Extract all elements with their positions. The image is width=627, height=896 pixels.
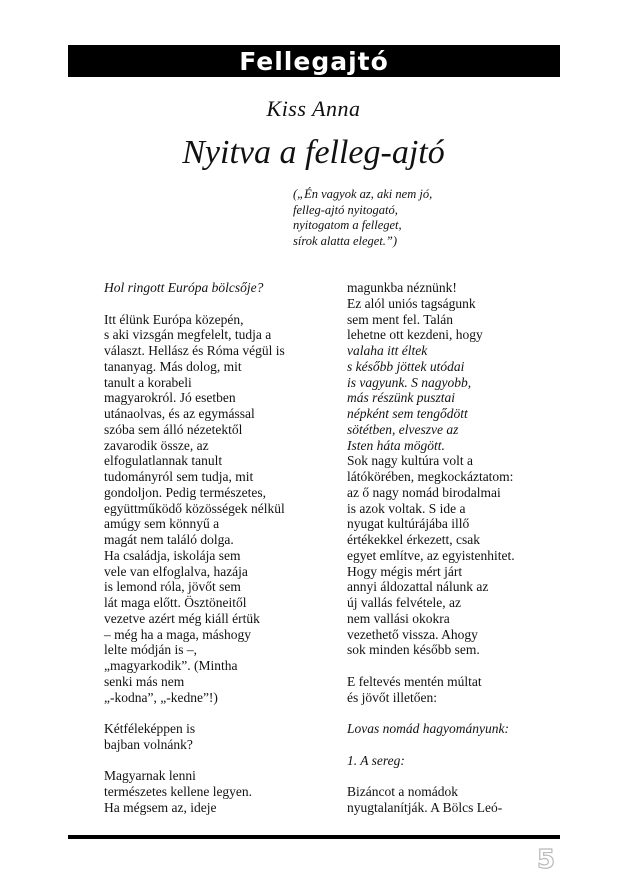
text-line: magunkba néznünk!: [347, 280, 457, 295]
text-line: látókörében, megkockáztatom:: [347, 469, 514, 484]
left-text-column: [104, 280, 324, 816]
text-line: Ha mégsem az, ideje: [104, 799, 217, 815]
text-line: gondoljon. Pedig természetes,: [104, 484, 266, 500]
text-line: tanult a korabeli: [104, 374, 192, 390]
text-line: is lemond róla, jövőt sem: [104, 579, 241, 595]
text-line: Kétféleképpen is: [104, 721, 196, 736]
text-line: Itt élünk Európa közepén,: [104, 311, 244, 327]
text-line: „-kodna”, „-kedne”!): [104, 689, 218, 705]
text-line: szóba sem álló nézetektől: [104, 421, 243, 437]
text-line: vezethető vissza. Ahogy: [347, 626, 478, 642]
text-line: zavarodik össze, az: [104, 437, 209, 453]
text-line: nem vallási okokra: [347, 610, 450, 626]
text-line: „magyarkodik”. (Mintha: [104, 658, 238, 673]
text-line: lehetne ott kezdeni, hogy: [347, 327, 483, 343]
text-line: más részünk pusztai: [347, 390, 456, 406]
text-line: Hogy mégis mért járt: [347, 563, 463, 579]
text-line: és jövőt illetően:: [347, 689, 437, 705]
text-line: nyugat kultúrájába illő: [347, 516, 470, 532]
text-line: természetes kellene legyen.: [104, 784, 253, 799]
text-line: Sok nagy kultúra volt a: [347, 453, 473, 469]
right-text-column: [347, 280, 567, 816]
text-line: értékekkel érkezett, csak: [347, 532, 481, 547]
text-line: vele van elfoglalva, hazája: [104, 563, 248, 579]
paragraph-gap: [104, 705, 324, 721]
text-line: bajban volnánk?: [104, 736, 193, 752]
text-line: senki más nem: [104, 673, 185, 689]
motto-line: felleg-ajtó nyitogató,: [293, 202, 398, 217]
motto: [293, 187, 432, 249]
motto-line: nyitogatom a felleget,: [293, 218, 402, 232]
text-line: valaha itt éltek: [347, 343, 428, 358]
paragraph-gap: [347, 705, 567, 721]
text-line: is vagyunk. S nagyobb,: [347, 374, 472, 390]
text-line: népként sem tengődött: [347, 406, 468, 421]
text-line: együttműködő közösségek nélkül: [104, 500, 285, 516]
text-line: Bizáncot a nomádok: [347, 784, 458, 799]
text-line: elfogulatlannak tanult: [104, 453, 223, 469]
footer-rule: [68, 835, 560, 839]
text-line: Magyarnak lenni: [104, 768, 196, 784]
text-line: magát nem találó dolga.: [104, 532, 234, 547]
text-line: s később jöttek utódai: [347, 358, 465, 374]
text-line: lát maga előtt. Ösztöneitől: [104, 595, 247, 610]
text-line: – még ha a maga, máshogy: [104, 626, 251, 642]
text-line: az ő nagy nomád birodalmai: [347, 484, 501, 500]
section-title: Fellegajtó: [239, 46, 389, 76]
page-number: 5: [537, 845, 556, 875]
text-line: választ. Hellász és Róma végül is: [104, 343, 285, 358]
section-header-bar: [68, 45, 560, 77]
text-line: magyarokról. Jó esetben: [104, 390, 236, 406]
text-line: új vallás felvétele, az: [347, 595, 461, 610]
paragraph-gap: [104, 753, 324, 769]
text-line: E feltevés mentén múltat: [347, 673, 482, 689]
text-line: egyet említve, az egyistenhitet.: [347, 547, 515, 563]
motto-line: sírok alatta eleget.”): [293, 233, 398, 248]
text-line: Lovas nomád hagyományunk:: [347, 721, 509, 736]
text-line: Hol ringott Európa bölcsője?: [104, 280, 264, 295]
text-line: tudományról sem tudja, mit: [104, 469, 254, 484]
text-line: Ez alól uniós tagságunk: [347, 295, 476, 311]
text-line: amúgy sem könnyű a: [104, 516, 220, 532]
text-line: nyugtalanítják. A Bölcs Leó-: [347, 799, 503, 815]
paragraph-gap: [104, 296, 324, 312]
paragraph-gap: [347, 737, 567, 753]
text-line: Ha családja, iskolája sem: [104, 547, 241, 563]
text-line: lelte módján is –,: [104, 642, 197, 658]
text-line: utánaolvas, és az egymással: [104, 406, 255, 421]
text-line: Isten háta mögött.: [347, 437, 445, 453]
motto-line: („Én vagyok az, aki nem jó,: [293, 187, 433, 201]
text-line: annyi áldozattal nálunk az: [347, 579, 489, 595]
text-line: sötétben, elveszve az: [347, 421, 459, 437]
text-line: sok minden később sem.: [347, 642, 480, 658]
paragraph-gap: [347, 768, 567, 784]
text-line: vezetve azért még kiáll értük: [104, 610, 260, 626]
text-line: sem ment fel. Talán: [347, 311, 454, 327]
text-line: tananyag. Más dolog, mit: [104, 358, 242, 374]
text-line: s aki vizsgán megfelelt, tudja a: [104, 327, 272, 343]
poem-title: Nyitva a felleg-ajtó: [182, 134, 445, 171]
text-line: 1. A sereg:: [347, 752, 405, 768]
paragraph-gap: [347, 658, 567, 674]
author-name: Kiss Anna: [266, 96, 361, 121]
text-line: is azok voltak. S ide a: [347, 500, 466, 516]
